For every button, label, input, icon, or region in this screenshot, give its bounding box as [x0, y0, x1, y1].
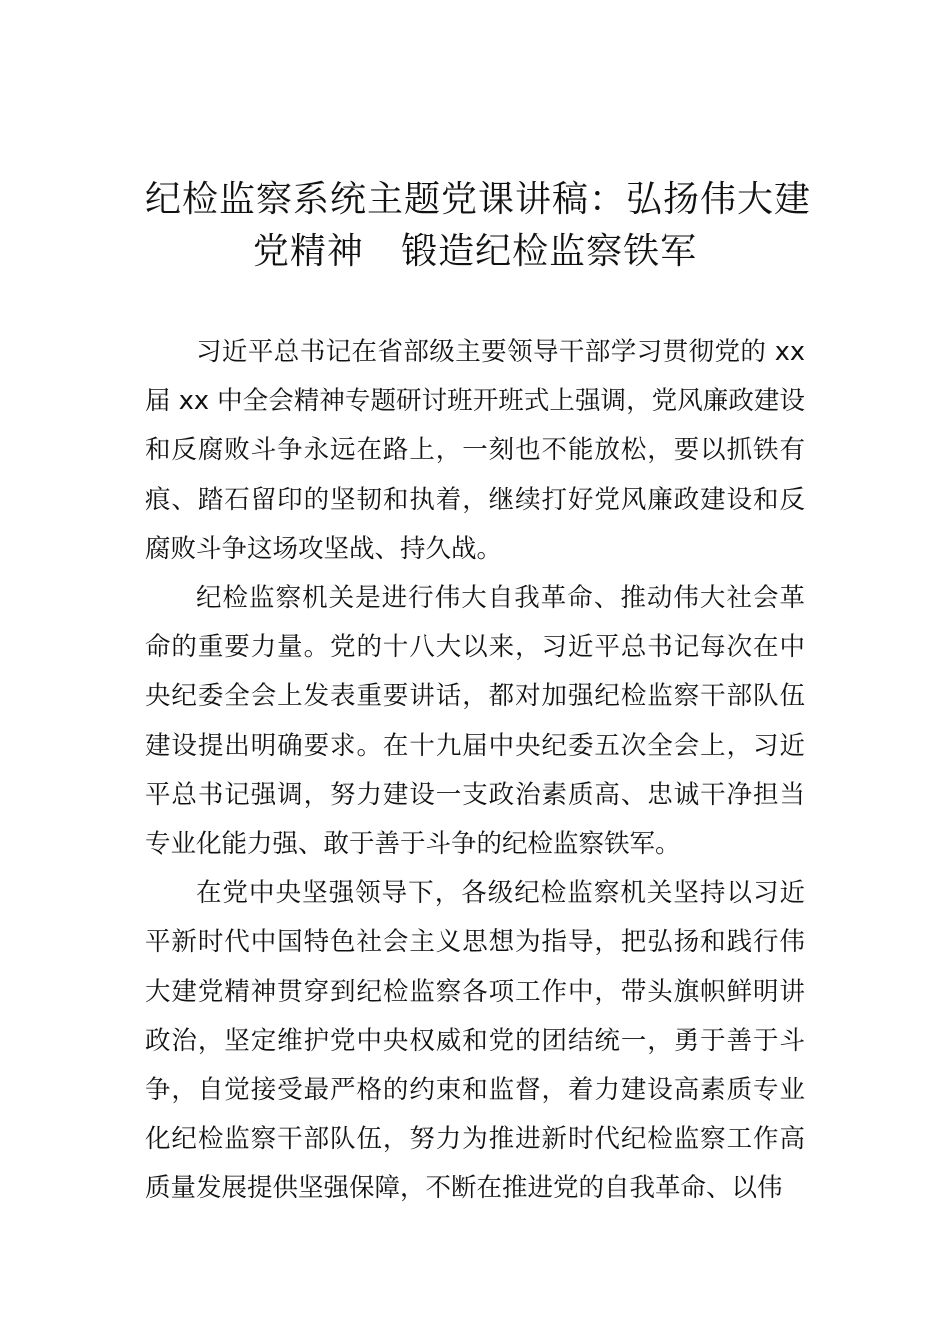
- paragraph-1: 习近平总书记在省部级主要领导干部学习贯彻党的 xx 届 xx 中全会精神专题研讨班开班式上强调，党风廉政建设和反腐败斗争永远在路上，一刻也不能放松，要以抓铁有痕、踏石留印的坚韧和执着，继续打好党风廉政建设和反腐败斗争这场攻坚战、持久战。: [145, 337, 805, 564]
- document-body: [145, 328, 805, 1228]
- paragraph-2: 纪检监察机关是进行伟大自我革命、推动伟大社会革命的重要力量。党的十八大以来，习近平总书记每次在中央纪委全会上发表重要讲话，都对加强纪检监察干部队伍建设提出明确要求。在十九届中央纪委五次全会上，习近平总书记强调，努力建设一支政治素质高、忠诚干净担当专业化能力强、敢于善于斗争的纪检监察铁军。: [145, 583, 805, 860]
- paragraph-3: 在党中央坚强领导下，各级纪检监察机关坚持以习近平新时代中国特色社会主义思想为指导，把弘扬和践行伟大建党精神贯穿到纪检监察各项工作中，带头旗帜鲜明讲政治，坚定维护党中央权威和党的团结统一，勇于善于斗争，自觉接受最严格的约束和监督，着力建设高素质专业化纪检监察干部队伍，努力为推进新时代纪检监察工作高质量发展提供坚强保障，不断在推进党的自我革命、以伟: [145, 878, 805, 1204]
- title-line-1: 纪检监察系统主题党课讲稿：弘扬伟大建: [145, 179, 812, 220]
- title-line-2: 党精神 锻造纪检监察铁军: [252, 231, 698, 272]
- document-title: [145, 174, 812, 278]
